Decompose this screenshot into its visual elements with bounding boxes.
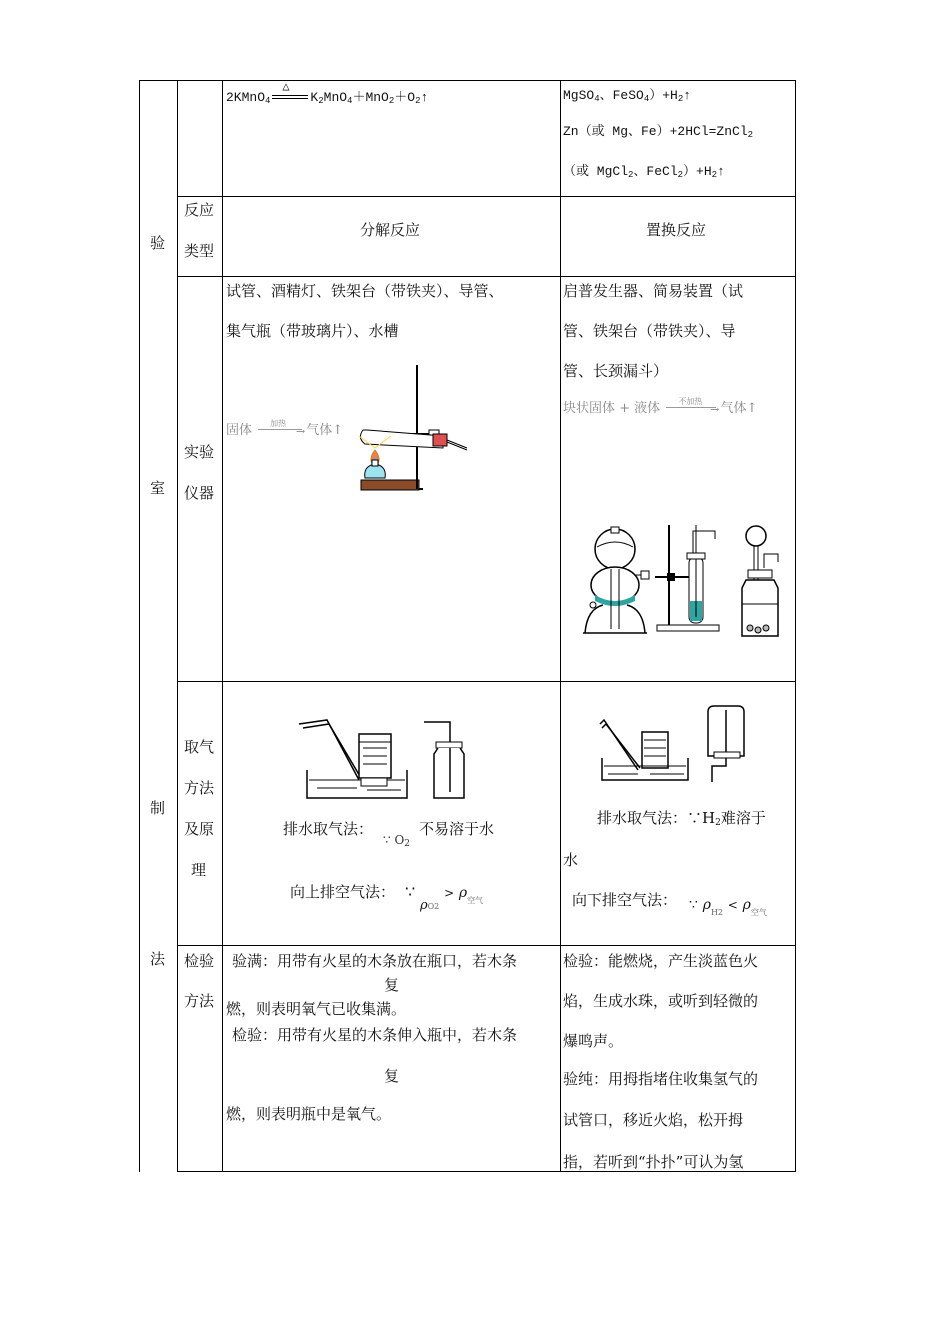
h2-test-line-3: 爆鸣声。 <box>563 1032 624 1050</box>
kipp-generator-icon <box>583 525 653 635</box>
test-tube-generator-icon <box>655 521 721 633</box>
row-label-collection-4: 理 <box>191 861 207 879</box>
downward-air-displacement-h2-icon <box>704 704 746 786</box>
apparatus-right-line-2: 管、铁架台（带铁夹）、导 <box>563 322 736 340</box>
h2-water-method-wrap: 水 <box>563 851 579 869</box>
h2-water-method: 排水取气法：$\because H_2$难溶于 <box>597 809 766 828</box>
o2-water-reason: ∵ $O_2$ <box>383 833 411 849</box>
row-label-test-1: 检验 <box>184 952 215 970</box>
h2-equation-line-3: （或 MgCl$_2$、$FeCl_2)+H_2↑$ <box>563 164 725 180</box>
simple-generator-icon <box>738 524 788 640</box>
row-label-reaction-type-2: 类型 <box>184 242 215 260</box>
solid-heated-caption: 固体 加热 → 气体↑ <box>226 419 344 438</box>
row-label-test-2: 方法 <box>184 992 215 1010</box>
row-label-collection-3: 及原 <box>184 820 215 838</box>
o2-test-line-5: 复 <box>384 1067 400 1085</box>
row-label-apparatus-1: 实验 <box>184 443 215 461</box>
o2-test-line-1: 验满：用带有火星的木条放在瓶口，若木条 <box>232 952 518 970</box>
o2-air-method: 向上排空气法： <box>290 883 396 901</box>
side-label-4: 法 <box>150 950 166 968</box>
kmno4-equation: 2KMnO$_4$ △ $K_2MnO_4+MnO_2+O_2↑$ <box>226 80 429 106</box>
row-label-reaction-type-1: 反应 <box>184 201 215 219</box>
o2-test-line-2: 复 <box>384 976 400 994</box>
test-tube-heating-apparatus-icon <box>345 362 475 494</box>
solid-liquid-caption: 块状固体 + 液体 不加热 → 气体↑ <box>563 397 758 416</box>
water-displacement-o2-icon <box>297 718 409 804</box>
h2-density-compare: ∵ $\rho_{H2} < \rho_{空气}$ <box>689 897 767 917</box>
o2-water-method: 排水取气法： <box>283 820 374 838</box>
side-label-2: 室 <box>150 479 166 497</box>
o2-test-line-6: 燃，则表明瓶中是氧气。 <box>226 1105 392 1123</box>
row-label-collection-2: 方法 <box>184 779 215 797</box>
side-label-3: 制 <box>150 799 166 817</box>
o2-test-line-3: 燃，则表明氧气已收集满。 <box>226 1000 407 1018</box>
side-label-1: 验 <box>150 234 166 252</box>
h2-air-method: 向下排空气法： <box>572 891 678 909</box>
h2-test-line-5: 试管口，移近火焰，松开拇 <box>563 1111 744 1129</box>
h2-test-line-6: 指，若听到“扑扑”可认为氢 <box>563 1153 744 1171</box>
o2-density-compare: ∵ $\rho O2 > \rho_{空气}$ <box>405 882 484 913</box>
h2-test-line-4: 验纯：用拇指堵住收集氢气的 <box>563 1070 759 1088</box>
apparatus-left-line-1: 试管、酒精灯、铁架台（带铁夹）、导管、 <box>226 282 504 300</box>
h2-test-line-2: 焰，生成水珠，或听到轻微的 <box>563 992 759 1010</box>
heat-condition: △ <box>270 89 310 103</box>
apparatus-right-line-1: 启普发生器、简易装置（试 <box>563 282 744 300</box>
h2-equation-line-1: MgSO$_4$、$FeSO_4)+H_2↑$ <box>563 88 692 104</box>
upward-air-displacement-o2-icon <box>420 718 472 802</box>
reaction-type-left: 分解反应 <box>360 221 421 239</box>
h2-equation-line-2: Zn（或 Mg、Fe）+2HCl=ZnCl$_2$ <box>563 124 754 140</box>
reaction-type-right: 置换反应 <box>646 221 707 239</box>
apparatus-right-line-3: 管、长颈漏斗） <box>563 362 669 380</box>
o2-test-line-4: 检验：用带有火星的木条伸入瓶中，若木条 <box>232 1026 518 1044</box>
h2-test-line-1: 检验：能燃烧，产生淡蓝色火 <box>563 952 759 970</box>
water-displacement-h2-icon <box>598 718 690 784</box>
row-label-apparatus-2: 仪器 <box>184 484 215 502</box>
apparatus-left-line-2: 集气瓶（带玻璃片）、水槽 <box>226 322 399 340</box>
row-label-collection-1: 取气 <box>184 738 215 756</box>
o2-water-reason-text: 不易溶于水 <box>419 820 495 838</box>
